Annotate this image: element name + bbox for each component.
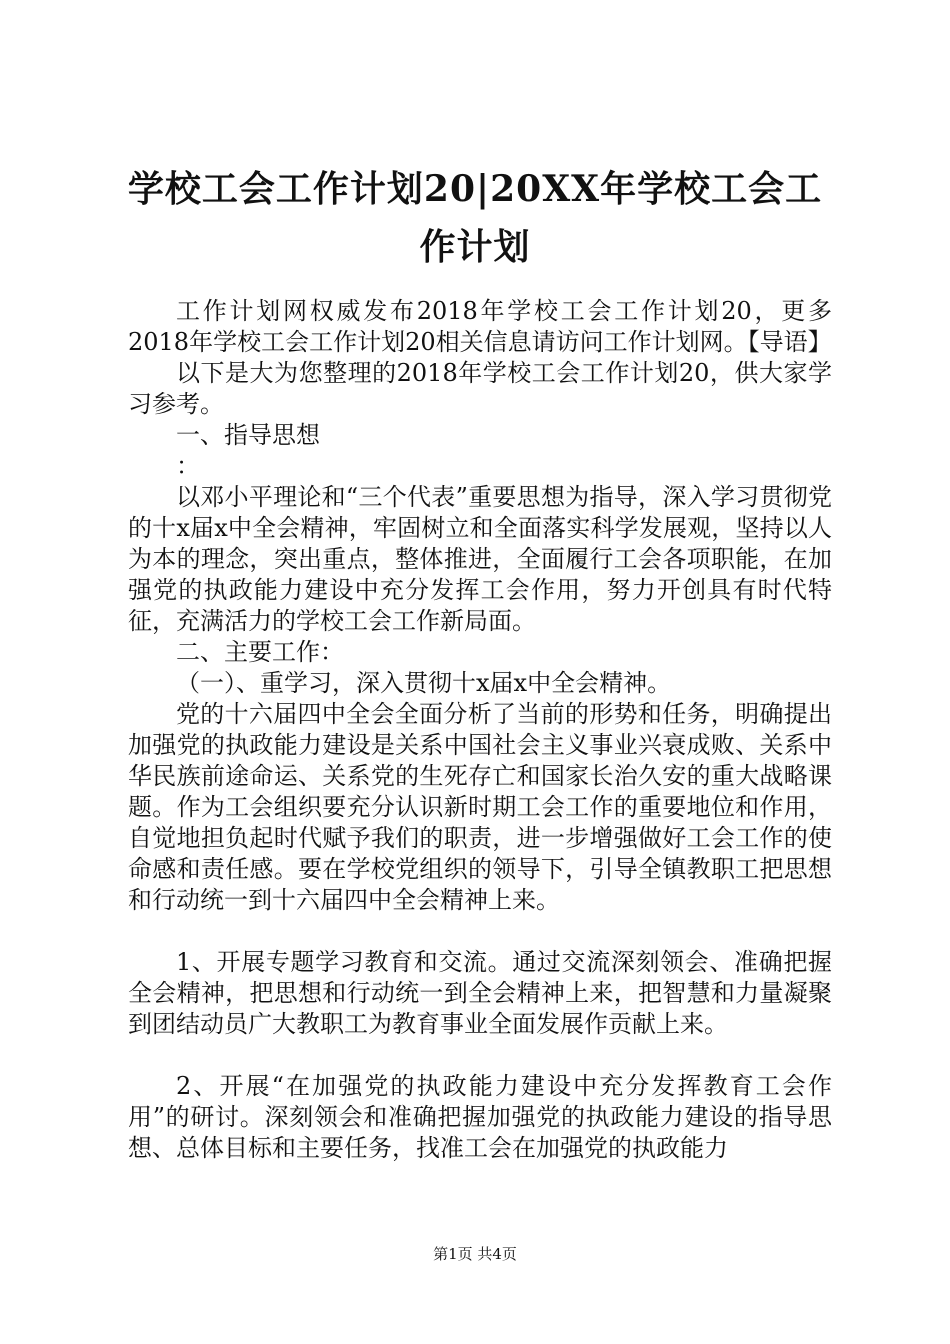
paragraph-lead: 以下是大为您整理的2018年学校工会工作计划20，供大家学习参考。	[128, 359, 832, 418]
paragraph-colon: ：	[176, 452, 200, 480]
paragraph-party-plenary: 党的十六届四中全会全面分析了当前的形势和任务，明确提出加强党的执政能力建设是关系中国社会主义事业兴衰成败、关系中华民族前途命运、关系党的生死存亡和国家长治久安的重大战略课题。作为工会组织要充分认识新时期工会工作的重要地位和作用，自觉地担负起时代赋予我们的职责，进一步增强做好工会工作的使命感和责任感。要在学校党组织的领导下，引导全镇教职工把思想和行动统一到十六届四中全会精神上来。	[128, 700, 832, 914]
paragraph-item-1: 1、开展专题学习教育和交流。通过交流深刻领会、准确把握全会精神，把思想和行动统一到全会精神上来，把智慧和力量凝聚到团结动员广大教职工为教育事业全面发展作贡献上来。	[128, 948, 832, 1038]
heading-sub-1: （一）、重学习，深入贯彻十x届x中全会精神。	[176, 669, 672, 697]
heading-guiding-thought: 一、指导思想	[176, 421, 320, 449]
paragraph-guiding-content: 以邓小平理论和“三个代表”重要思想为指导，深入学习贯彻党的十x届x中全会精神，牢固树立和全面落实科学发展观，坚持以人为本的理念，突出重点，整体推进，全面履行工会各项职能，在加强党的执政能力建设中充分发挥工会作用，努力开创具有时代特征，充满活力的学校工会工作新局面。	[128, 483, 832, 635]
document-title: 学校工会工作计划20|20XX年学校工会工作计划	[127, 168, 823, 268]
paragraph-item-2: 2、开展“在加强党的执政能力建设中充分发挥教育工会作用”的研讨。深刻领会和准确把握加强党的执政能力建设的指导思想、总体目标和主要任务，找准工会在加强党的执政能力	[128, 1072, 832, 1162]
paragraph-intro: 工作计划网权威发布2018年学校工会工作计划20，更多2018年学校工会工作计划20相关信息请访问工作计划网。【导语】	[128, 297, 832, 356]
heading-main-work: 二、主要工作：	[176, 638, 344, 666]
page-footer: 第1页 共4页	[433, 1245, 517, 1263]
document-body	[128, 296, 832, 1164]
